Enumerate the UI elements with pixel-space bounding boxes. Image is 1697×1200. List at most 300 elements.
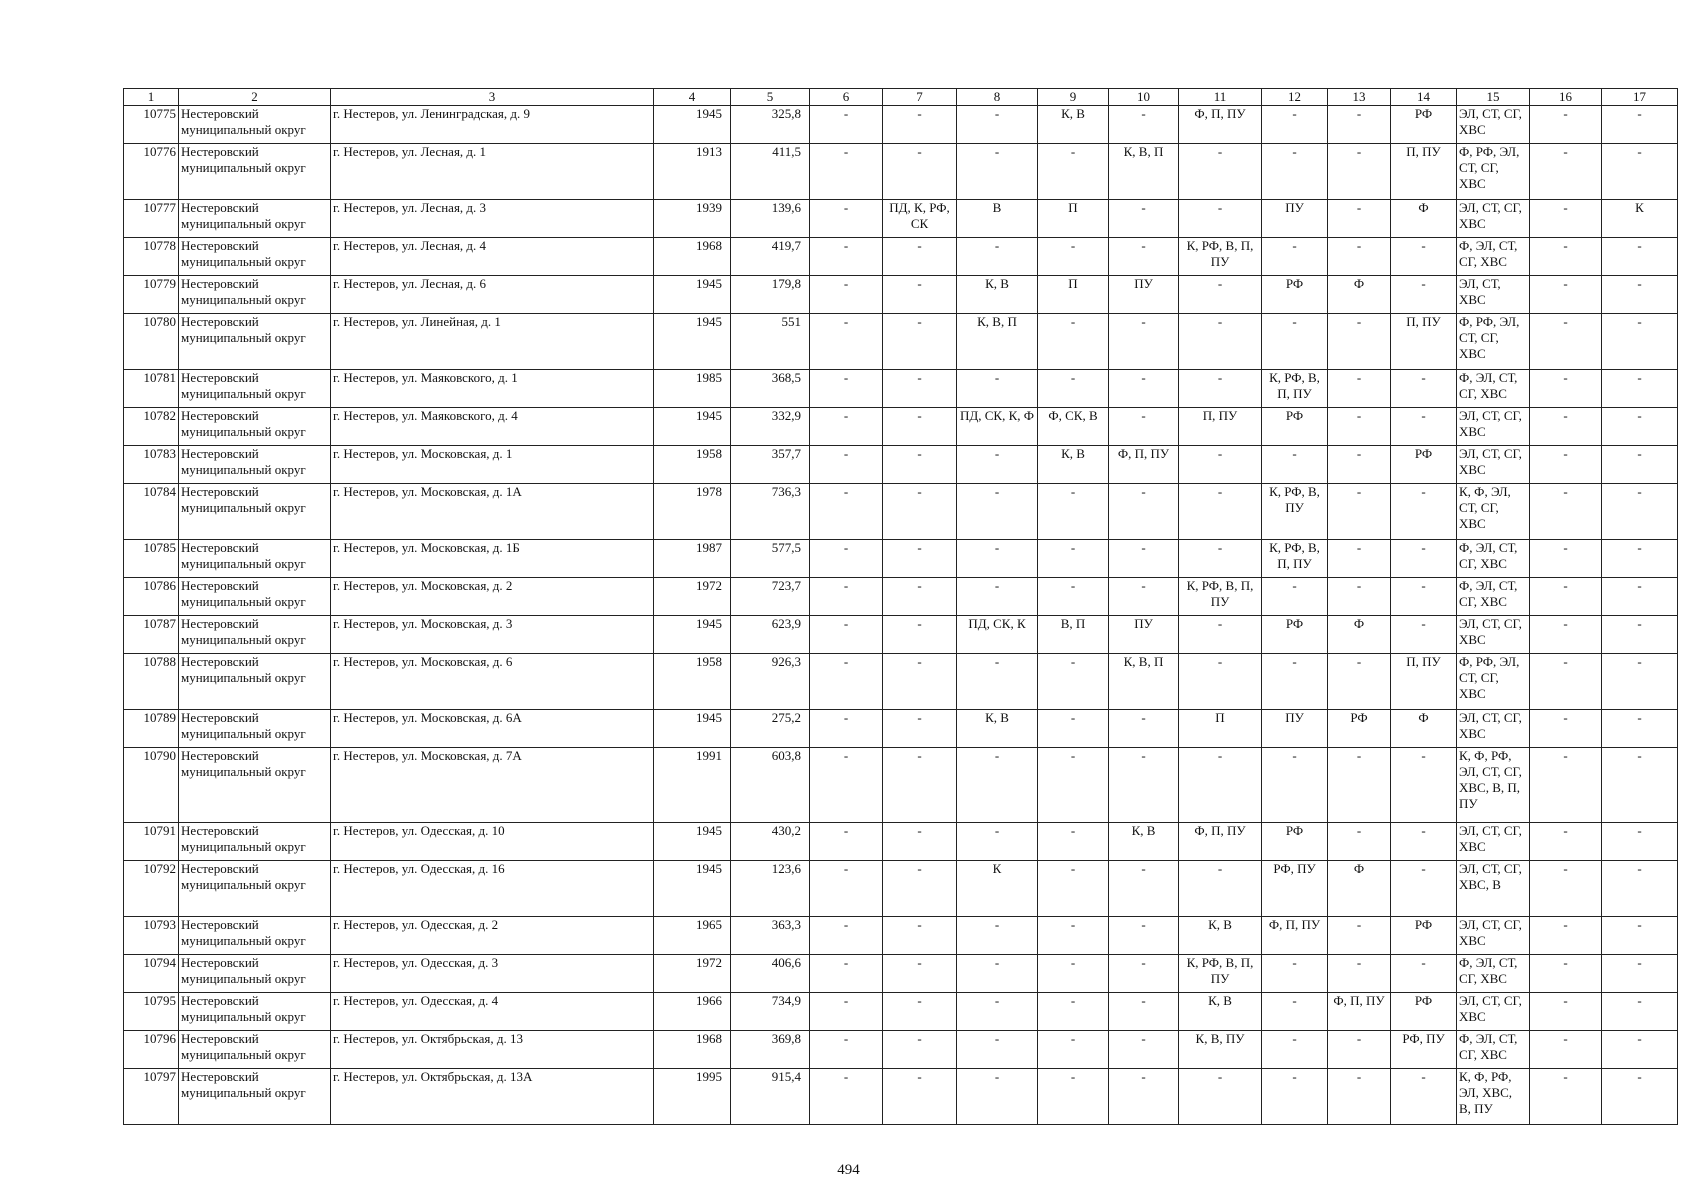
cell-municipality: Нестеровский муниципальный округ xyxy=(179,748,331,823)
cell-col-15: Ф, ЭЛ, СТ, СГ, ХВС xyxy=(1457,238,1530,276)
cell-area: 123,6 xyxy=(731,861,810,917)
cell-col-13: - xyxy=(1328,917,1391,955)
cell-col-14: П, ПУ xyxy=(1391,314,1457,370)
table-row xyxy=(124,578,1678,616)
cell-col-12: РФ xyxy=(1262,823,1328,861)
cell-build-year: 1945 xyxy=(654,276,731,314)
cell-col-7: - xyxy=(883,823,957,861)
cell-col-15: ЭЛ, СТ, СГ, ХВС xyxy=(1457,446,1530,484)
cell-municipality: Нестеровский муниципальный округ xyxy=(179,446,331,484)
cell-col-12: - xyxy=(1262,993,1328,1031)
cell-col-13: - xyxy=(1328,578,1391,616)
cell-col-17: - xyxy=(1602,408,1678,446)
cell-col-12: К, РФ, В, П, ПУ xyxy=(1262,370,1328,408)
cell-col-14: - xyxy=(1391,370,1457,408)
cell-col-12: РФ xyxy=(1262,276,1328,314)
cell-area: 723,7 xyxy=(731,578,810,616)
cell-build-year: 1978 xyxy=(654,484,731,540)
cell-col-15: Ф, ЭЛ, СТ, СГ, ХВС xyxy=(1457,370,1530,408)
cell-col-6: - xyxy=(810,823,883,861)
cell-col-9: - xyxy=(1038,484,1109,540)
cell-col-7: - xyxy=(883,654,957,710)
cell-col-15: Ф, РФ, ЭЛ, СТ, СГ, ХВС xyxy=(1457,144,1530,200)
table-row xyxy=(124,314,1678,370)
cell-col-10: - xyxy=(1109,370,1179,408)
cell-col-11: К, РФ, В, П, ПУ xyxy=(1179,578,1262,616)
table-row xyxy=(124,654,1678,710)
cell-col-17: - xyxy=(1602,144,1678,200)
table-row xyxy=(124,446,1678,484)
cell-col-8: - xyxy=(957,484,1038,540)
cell-col-13: - xyxy=(1328,446,1391,484)
cell-col-17: - xyxy=(1602,710,1678,748)
cell-col-16: - xyxy=(1530,446,1602,484)
cell-build-year: 1945 xyxy=(654,710,731,748)
cell-col-17: - xyxy=(1602,917,1678,955)
cell-area: 603,8 xyxy=(731,748,810,823)
cell-area: 551 xyxy=(731,314,810,370)
cell-record-number: 10783 xyxy=(124,446,179,484)
cell-col-15: ЭЛ, СТ, СГ, ХВС xyxy=(1457,200,1530,238)
cell-col-17: - xyxy=(1602,993,1678,1031)
cell-col-7: - xyxy=(883,710,957,748)
cell-build-year: 1945 xyxy=(654,616,731,654)
cell-col-16: - xyxy=(1530,484,1602,540)
cell-col-12: - xyxy=(1262,1031,1328,1069)
cell-address: г. Нестеров, ул. Октябрьская, д. 13А xyxy=(331,1069,654,1125)
cell-col-16: - xyxy=(1530,408,1602,446)
cell-col-10: - xyxy=(1109,578,1179,616)
cell-record-number: 10785 xyxy=(124,540,179,578)
cell-municipality: Нестеровский муниципальный округ xyxy=(179,861,331,917)
cell-col-17: - xyxy=(1602,484,1678,540)
cell-col-7: - xyxy=(883,578,957,616)
cell-record-number: 10786 xyxy=(124,578,179,616)
cell-address: г. Нестеров, ул. Маяковского, д. 4 xyxy=(331,408,654,446)
cell-col-7: - xyxy=(883,276,957,314)
cell-col-12: - xyxy=(1262,238,1328,276)
cell-col-11: К, РФ, В, П, ПУ xyxy=(1179,955,1262,993)
cell-col-17: - xyxy=(1602,1031,1678,1069)
cell-col-15: Ф, ЭЛ, СТ, СГ, ХВС xyxy=(1457,1031,1530,1069)
cell-col-17: - xyxy=(1602,314,1678,370)
cell-col-7: - xyxy=(883,993,957,1031)
cell-col-16: - xyxy=(1530,144,1602,200)
column-header-3: 3 xyxy=(331,89,654,106)
cell-col-9: К, В xyxy=(1038,446,1109,484)
cell-col-8: - xyxy=(957,578,1038,616)
cell-col-15: ЭЛ, СТ, СГ, ХВС xyxy=(1457,917,1530,955)
cell-municipality: Нестеровский муниципальный округ xyxy=(179,710,331,748)
cell-record-number: 10790 xyxy=(124,748,179,823)
cell-col-13: РФ xyxy=(1328,710,1391,748)
cell-col-10: - xyxy=(1109,1069,1179,1125)
cell-col-11: - xyxy=(1179,861,1262,917)
table-row xyxy=(124,823,1678,861)
cell-col-9: - xyxy=(1038,710,1109,748)
table-header xyxy=(124,89,1678,106)
cell-col-14: РФ xyxy=(1391,446,1457,484)
cell-record-number: 10791 xyxy=(124,823,179,861)
cell-col-10: - xyxy=(1109,993,1179,1031)
cell-col-16: - xyxy=(1530,106,1602,144)
cell-col-15: ЭЛ, СТ, СГ, ХВС xyxy=(1457,710,1530,748)
cell-municipality: Нестеровский муниципальный округ xyxy=(179,370,331,408)
cell-col-16: - xyxy=(1530,1031,1602,1069)
cell-col-14: - xyxy=(1391,238,1457,276)
cell-col-17: - xyxy=(1602,616,1678,654)
cell-col-11: П, ПУ xyxy=(1179,408,1262,446)
cell-col-8: - xyxy=(957,540,1038,578)
cell-col-16: - xyxy=(1530,616,1602,654)
cell-area: 363,3 xyxy=(731,917,810,955)
table-row xyxy=(124,955,1678,993)
cell-build-year: 1945 xyxy=(654,823,731,861)
cell-record-number: 10776 xyxy=(124,144,179,200)
cell-area: 411,5 xyxy=(731,144,810,200)
cell-record-number: 10777 xyxy=(124,200,179,238)
cell-col-11: К, В, ПУ xyxy=(1179,1031,1262,1069)
table-row xyxy=(124,238,1678,276)
cell-area: 577,5 xyxy=(731,540,810,578)
cell-col-10: - xyxy=(1109,408,1179,446)
cell-col-6: - xyxy=(810,616,883,654)
cell-build-year: 1945 xyxy=(654,408,731,446)
cell-col-11: К, РФ, В, П, ПУ xyxy=(1179,238,1262,276)
cell-col-16: - xyxy=(1530,654,1602,710)
cell-col-15: ЭЛ, СТ, СГ, ХВС xyxy=(1457,616,1530,654)
cell-col-13: - xyxy=(1328,370,1391,408)
cell-col-9: - xyxy=(1038,540,1109,578)
cell-col-7: - xyxy=(883,616,957,654)
table-row xyxy=(124,540,1678,578)
cell-record-number: 10778 xyxy=(124,238,179,276)
cell-municipality: Нестеровский муниципальный округ xyxy=(179,1069,331,1125)
table-row xyxy=(124,748,1678,823)
cell-col-6: - xyxy=(810,106,883,144)
cell-col-8: - xyxy=(957,917,1038,955)
cell-col-14: РФ xyxy=(1391,993,1457,1031)
cell-col-10: - xyxy=(1109,238,1179,276)
page-number: 494 xyxy=(837,1162,860,1178)
cell-col-7: - xyxy=(883,917,957,955)
cell-col-11: - xyxy=(1179,200,1262,238)
cell-col-6: - xyxy=(810,540,883,578)
column-header-14: 14 xyxy=(1391,89,1457,106)
cell-col-7: - xyxy=(883,861,957,917)
cell-build-year: 1966 xyxy=(654,993,731,1031)
cell-col-15: К, Ф, ЭЛ, СТ, СГ, ХВС xyxy=(1457,484,1530,540)
cell-col-7: - xyxy=(883,446,957,484)
cell-col-9: - xyxy=(1038,955,1109,993)
cell-col-6: - xyxy=(810,276,883,314)
cell-build-year: 1987 xyxy=(654,540,731,578)
cell-col-15: ЭЛ, СТ, СГ, ХВС xyxy=(1457,993,1530,1031)
cell-col-14: - xyxy=(1391,540,1457,578)
table-row xyxy=(124,106,1678,144)
cell-record-number: 10796 xyxy=(124,1031,179,1069)
cell-address: г. Нестеров, ул. Одесская, д. 4 xyxy=(331,993,654,1031)
cell-area: 430,2 xyxy=(731,823,810,861)
cell-address: г. Нестеров, ул. Московская, д. 3 xyxy=(331,616,654,654)
cell-col-11: - xyxy=(1179,654,1262,710)
cell-col-6: - xyxy=(810,408,883,446)
cell-col-17: - xyxy=(1602,955,1678,993)
cell-area: 332,9 xyxy=(731,408,810,446)
cell-col-13: Ф, П, ПУ xyxy=(1328,993,1391,1031)
cell-col-15: ЭЛ, СТ, ХВС xyxy=(1457,276,1530,314)
cell-municipality: Нестеровский муниципальный округ xyxy=(179,238,331,276)
cell-area: 179,8 xyxy=(731,276,810,314)
cell-municipality: Нестеровский муниципальный округ xyxy=(179,654,331,710)
cell-col-6: - xyxy=(810,1031,883,1069)
cell-col-9: - xyxy=(1038,1031,1109,1069)
cell-area: 419,7 xyxy=(731,238,810,276)
cell-col-10: ПУ xyxy=(1109,616,1179,654)
cell-col-15: К, Ф, РФ, ЭЛ, СТ, СГ, ХВС, В, П, ПУ xyxy=(1457,748,1530,823)
cell-col-14: П, ПУ xyxy=(1391,144,1457,200)
cell-col-8: К xyxy=(957,861,1038,917)
cell-area: 139,6 xyxy=(731,200,810,238)
cell-area: 926,3 xyxy=(731,654,810,710)
cell-municipality: Нестеровский муниципальный округ xyxy=(179,314,331,370)
cell-col-8: ПД, СК, К, Ф xyxy=(957,408,1038,446)
table-row xyxy=(124,276,1678,314)
cell-col-10: - xyxy=(1109,200,1179,238)
cell-col-14: РФ xyxy=(1391,106,1457,144)
cell-col-11: - xyxy=(1179,144,1262,200)
cell-municipality: Нестеровский муниципальный округ xyxy=(179,540,331,578)
cell-build-year: 1913 xyxy=(654,144,731,200)
cell-col-13: - xyxy=(1328,484,1391,540)
cell-address: г. Нестеров, ул. Московская, д. 2 xyxy=(331,578,654,616)
cell-col-7: - xyxy=(883,1069,957,1125)
cell-area: 736,3 xyxy=(731,484,810,540)
cell-municipality: Нестеровский муниципальный округ xyxy=(179,106,331,144)
cell-col-8: В xyxy=(957,200,1038,238)
cell-col-12: ПУ xyxy=(1262,710,1328,748)
cell-col-9: - xyxy=(1038,1069,1109,1125)
cell-municipality: Нестеровский муниципальный округ xyxy=(179,823,331,861)
cell-col-12: ПУ xyxy=(1262,200,1328,238)
table-row xyxy=(124,616,1678,654)
cell-col-17: - xyxy=(1602,276,1678,314)
cell-col-11: - xyxy=(1179,276,1262,314)
cell-col-6: - xyxy=(810,748,883,823)
cell-col-7: - xyxy=(883,748,957,823)
cell-col-6: - xyxy=(810,484,883,540)
cell-col-11: К, В xyxy=(1179,993,1262,1031)
cell-build-year: 1958 xyxy=(654,446,731,484)
cell-municipality: Нестеровский муниципальный округ xyxy=(179,276,331,314)
column-header-17: 17 xyxy=(1602,89,1678,106)
cell-col-16: - xyxy=(1530,917,1602,955)
cell-area: 325,8 xyxy=(731,106,810,144)
cell-col-9: П xyxy=(1038,276,1109,314)
cell-col-8: - xyxy=(957,955,1038,993)
cell-record-number: 10788 xyxy=(124,654,179,710)
header-row xyxy=(124,89,1678,106)
cell-municipality: Нестеровский муниципальный округ xyxy=(179,408,331,446)
cell-record-number: 10779 xyxy=(124,276,179,314)
cell-address: г. Нестеров, ул. Одесская, д. 16 xyxy=(331,861,654,917)
cell-col-12: - xyxy=(1262,106,1328,144)
cell-col-13: - xyxy=(1328,540,1391,578)
cell-col-12: - xyxy=(1262,144,1328,200)
cell-col-14: - xyxy=(1391,748,1457,823)
cell-col-16: - xyxy=(1530,276,1602,314)
cell-col-16: - xyxy=(1530,861,1602,917)
cell-col-8: ПД, СК, К xyxy=(957,616,1038,654)
cell-address: г. Нестеров, ул. Московская, д. 6 xyxy=(331,654,654,710)
cell-area: 734,9 xyxy=(731,993,810,1031)
cell-municipality: Нестеровский муниципальный округ xyxy=(179,917,331,955)
cell-col-14: - xyxy=(1391,955,1457,993)
cell-col-15: ЭЛ, СТ, СГ, ХВС xyxy=(1457,823,1530,861)
cell-build-year: 1945 xyxy=(654,314,731,370)
cell-col-17: - xyxy=(1602,823,1678,861)
cell-record-number: 10775 xyxy=(124,106,179,144)
cell-col-16: - xyxy=(1530,1069,1602,1125)
cell-area: 368,5 xyxy=(731,370,810,408)
cell-col-9: В, П xyxy=(1038,616,1109,654)
cell-col-16: - xyxy=(1530,710,1602,748)
cell-col-9: - xyxy=(1038,314,1109,370)
cell-col-11: П xyxy=(1179,710,1262,748)
cell-col-8: - xyxy=(957,1069,1038,1125)
cell-col-8: - xyxy=(957,654,1038,710)
cell-build-year: 1995 xyxy=(654,1069,731,1125)
cell-municipality: Нестеровский муниципальный округ xyxy=(179,144,331,200)
cell-col-16: - xyxy=(1530,955,1602,993)
cell-col-6: - xyxy=(810,200,883,238)
column-header-11: 11 xyxy=(1179,89,1262,106)
column-header-4: 4 xyxy=(654,89,731,106)
cell-area: 623,9 xyxy=(731,616,810,654)
cell-col-8: - xyxy=(957,748,1038,823)
cell-col-14: - xyxy=(1391,484,1457,540)
cell-record-number: 10797 xyxy=(124,1069,179,1125)
column-header-6: 6 xyxy=(810,89,883,106)
cell-col-10: - xyxy=(1109,710,1179,748)
cell-record-number: 10793 xyxy=(124,917,179,955)
cell-col-9: П xyxy=(1038,200,1109,238)
cell-col-10: - xyxy=(1109,540,1179,578)
cell-col-9: - xyxy=(1038,993,1109,1031)
cell-col-11: Ф, П, ПУ xyxy=(1179,106,1262,144)
cell-col-13: - xyxy=(1328,1031,1391,1069)
cell-area: 275,2 xyxy=(731,710,810,748)
cell-col-12: - xyxy=(1262,578,1328,616)
cell-col-10: - xyxy=(1109,1031,1179,1069)
cell-municipality: Нестеровский муниципальный округ xyxy=(179,200,331,238)
cell-col-13: Ф xyxy=(1328,861,1391,917)
cell-col-11: К, В xyxy=(1179,917,1262,955)
cell-municipality: Нестеровский муниципальный округ xyxy=(179,955,331,993)
cell-address: г. Нестеров, ул. Лесная, д. 1 xyxy=(331,144,654,200)
cell-address: г. Нестеров, ул. Лесная, д. 3 xyxy=(331,200,654,238)
cell-col-8: - xyxy=(957,370,1038,408)
cell-col-14: - xyxy=(1391,616,1457,654)
cell-col-17: - xyxy=(1602,748,1678,823)
cell-col-17: - xyxy=(1602,238,1678,276)
cell-col-13: - xyxy=(1328,654,1391,710)
cell-municipality: Нестеровский муниципальный округ xyxy=(179,993,331,1031)
cell-col-13: - xyxy=(1328,408,1391,446)
table-row xyxy=(124,200,1678,238)
cell-col-9: Ф, СК, В xyxy=(1038,408,1109,446)
cell-col-7: - xyxy=(883,408,957,446)
cell-record-number: 10792 xyxy=(124,861,179,917)
cell-col-16: - xyxy=(1530,238,1602,276)
cell-col-17: - xyxy=(1602,1069,1678,1125)
cell-col-9: - xyxy=(1038,861,1109,917)
cell-col-11: - xyxy=(1179,748,1262,823)
cell-build-year: 1958 xyxy=(654,654,731,710)
cell-col-15: Ф, РФ, ЭЛ, СТ, СГ, ХВС xyxy=(1457,654,1530,710)
cell-municipality: Нестеровский муниципальный округ xyxy=(179,1031,331,1069)
cell-col-6: - xyxy=(810,578,883,616)
cell-col-7: - xyxy=(883,144,957,200)
cell-col-10: К, В xyxy=(1109,823,1179,861)
table-row xyxy=(124,370,1678,408)
cell-address: г. Нестеров, ул. Московская, д. 1 xyxy=(331,446,654,484)
cell-col-6: - xyxy=(810,955,883,993)
table-row xyxy=(124,408,1678,446)
cell-col-6: - xyxy=(810,446,883,484)
cell-col-6: - xyxy=(810,993,883,1031)
cell-col-7: - xyxy=(883,106,957,144)
cell-col-6: - xyxy=(810,370,883,408)
cell-col-15: ЭЛ, СТ, СГ, ХВС xyxy=(1457,106,1530,144)
cell-address: г. Нестеров, ул. Одесская, д. 2 xyxy=(331,917,654,955)
column-header-15: 15 xyxy=(1457,89,1530,106)
cell-col-12: Ф, П, ПУ xyxy=(1262,917,1328,955)
cell-col-10: - xyxy=(1109,106,1179,144)
cell-col-11: - xyxy=(1179,1069,1262,1125)
cell-col-7: - xyxy=(883,238,957,276)
cell-area: 369,8 xyxy=(731,1031,810,1069)
cell-col-16: - xyxy=(1530,370,1602,408)
cell-col-9: - xyxy=(1038,144,1109,200)
column-header-10: 10 xyxy=(1109,89,1179,106)
cell-col-15: ЭЛ, СТ, СГ, ХВС, В xyxy=(1457,861,1530,917)
table-row xyxy=(124,861,1678,917)
cell-record-number: 10787 xyxy=(124,616,179,654)
cell-col-13: - xyxy=(1328,314,1391,370)
cell-col-14: - xyxy=(1391,861,1457,917)
cell-col-14: - xyxy=(1391,578,1457,616)
cell-col-10: - xyxy=(1109,861,1179,917)
cell-col-9: - xyxy=(1038,370,1109,408)
cell-col-8: - xyxy=(957,144,1038,200)
cell-col-13: - xyxy=(1328,144,1391,200)
cell-build-year: 1945 xyxy=(654,106,731,144)
cell-record-number: 10795 xyxy=(124,993,179,1031)
cell-col-17: - xyxy=(1602,370,1678,408)
cell-col-11: Ф, П, ПУ xyxy=(1179,823,1262,861)
cell-col-14: - xyxy=(1391,823,1457,861)
cell-col-13: Ф xyxy=(1328,276,1391,314)
cell-col-6: - xyxy=(810,238,883,276)
cell-col-12: - xyxy=(1262,955,1328,993)
cell-record-number: 10789 xyxy=(124,710,179,748)
cell-address: г. Нестеров, ул. Одесская, д. 3 xyxy=(331,955,654,993)
cell-col-16: - xyxy=(1530,314,1602,370)
table-row xyxy=(124,917,1678,955)
cell-address: г. Нестеров, ул. Ленинградская, д. 9 xyxy=(331,106,654,144)
cell-col-12: - xyxy=(1262,654,1328,710)
